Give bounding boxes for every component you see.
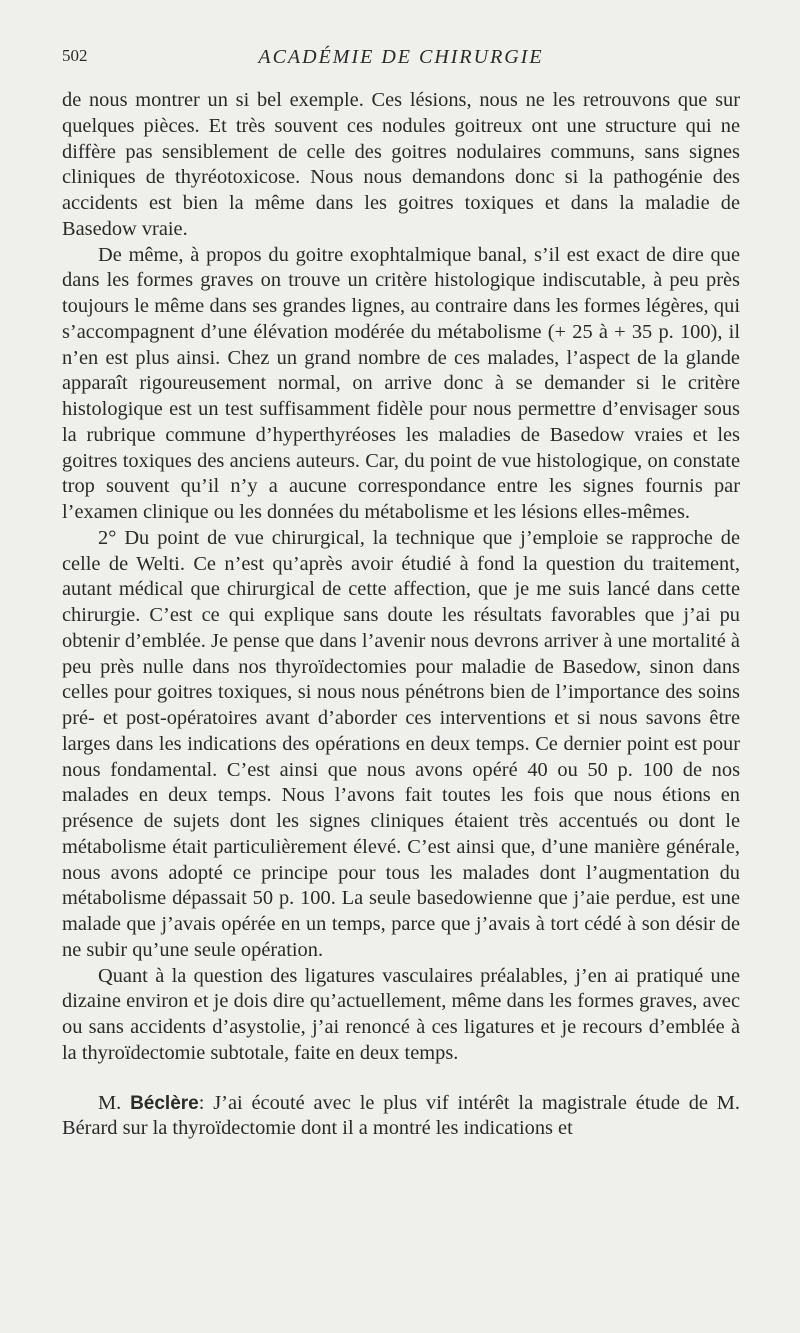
paragraph-4: Quant à la question des ligatures vasculaires préalables, j’en ai pratiqué une dizaine environ et je dois dire qu’actuellement, même dans les formes graves, avec ou sans accidents d’asystolie, j’ai renoncé à ces ligatures et je recours d’emblée à la thyroïdectomie subtotale, faite en deux temps. — [62, 964, 740, 1064]
running-title: ACADÉMIE DE CHIRURGIE — [258, 46, 544, 68]
paragraph-2: De même, à propos du goitre exophtalmique banal, s’il est exact de dire que dans les formes graves on trouve un critère histologique indiscutable, à peu près toujours le même dans ses grandes lignes, au contraire dans les formes légères, qui s’accompagnent d’une élévation modérée du métabolisme (+ 25 à + 35 p. 100), il n’en est plus ainsi. Chez un grand nombre de ces malades, l’aspect de la glande apparaît rigoureusement normal, on arrive donc à se demander si le critère histologique est un test suffisamment fidèle pour nous permettre d’envisager sous la rubrique commune d’hyperthyréoses les maladies de Basedow vraies et les goitres toxiques des anciens auteurs. Car, du point de vue histologique, on constate trop souvent qu’il n’y a aucune correspondance entre les signes fournis par l’examen clinique ou les données du métabolisme et les lésions elles-mêmes. — [62, 243, 740, 523]
paragraph-gap — [62, 1067, 740, 1091]
speaker-name: Béclère — [130, 1092, 199, 1114]
page-number: 502 — [62, 46, 88, 65]
paragraph-3: 2° Du point de vue chirurgical, la technique que j’emploie se rapproche de celle de Welti. Ce n’est qu’après avoir étudié à fond la question du traitement, autant médical que chirurgical de cette affection, que je me suis lancé dans cette chirurgie. C’est ce qui explique sans doute les résultats favorables que j’ai pu obtenir d’emblée. Je pense que dans l’avenir nous devrons arriver à une mortalité à peu près nulle dans nos thyroïdectomies pour maladie de Basedow, sinon dans celles pour goitres toxiques, si nous nous pénétrons bien de l’importance des soins pré- et post-opératoires avant d’aborder ces interventions et si nous savons être larges dans les indications des opérations en deux temps. Ce dernier point est pour nous fondamental. C’est ainsi que nous avons opéré 40 ou 50 p. 100 de nos malades en deux temps. Nous l’avons fait toutes les fois que nous étions en présence de sujets dont les signes cliniques étaient très accentués ou dont le métabolisme était particulièrement élevé. C’est ainsi que, d’une manière générale, nous avons adopté ce principe pour tous les malades dont l’augmentation du métabolisme dépassait 50 p. 100. La seule basedowienne que j’aie perdue, est une malade que j’avais opérée en un temps, parce que j’avais à tort cédé à son désir de ne subir qu’une seule opération. — [62, 526, 740, 961]
speaker-prefix: M. — [98, 1091, 122, 1114]
page-body — [62, 88, 740, 1142]
speaker-paragraph — [62, 1091, 740, 1143]
speaker-text: : J’ai écouté avec le plus vif intérêt la magistrale étude de M. Bérard sur la thyroïdectomie dont il a montré les indications et — [62, 1091, 740, 1140]
paragraph-1: de nous montrer un si bel exemple. Ces lésions, nous ne les retrouvons que sur quelques pièces. Et très souvent ces nodules goitreux ont une structure qui ne diffère pas sensiblement de celle des goitres nodulaires communs, sans signes cliniques de thyréotoxicose. Nous nous demandons donc si la pathogénie des accidents est bien la même dans les goitres toxiques et dans la maladie de Basedow vraie. — [62, 89, 740, 240]
page-header — [62, 46, 740, 76]
